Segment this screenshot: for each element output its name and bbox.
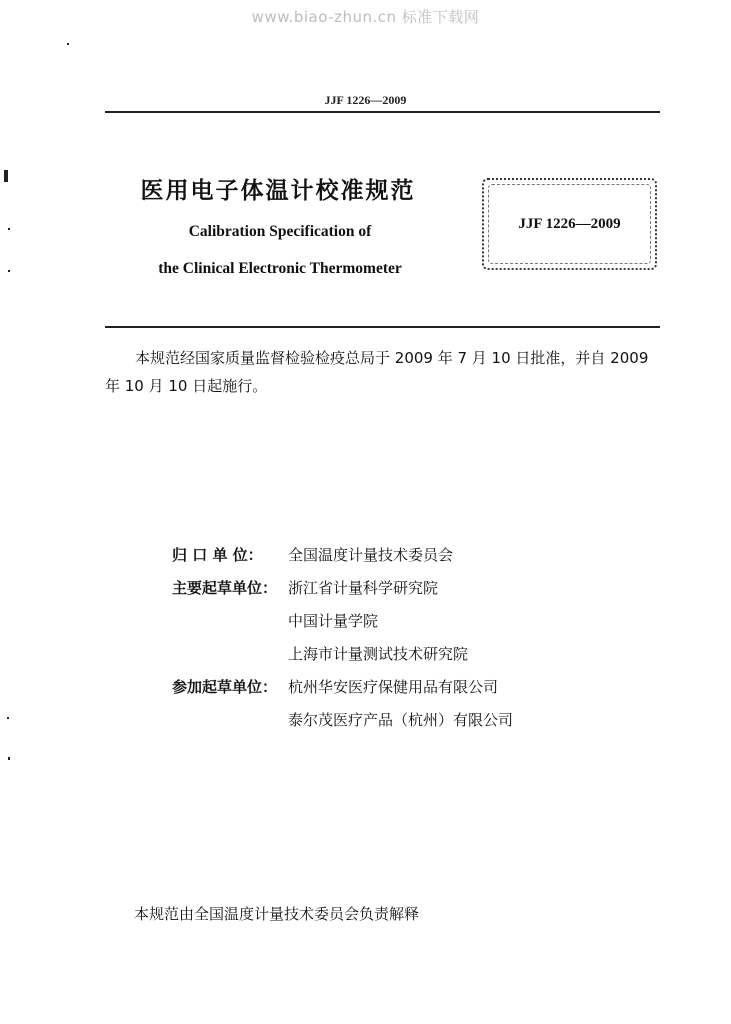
org-label-responsible: 归 口 单 位： <box>172 546 263 564</box>
footer-note: 本规范由全国温度计量技术委员会负责解释 <box>134 905 420 923</box>
org-row <box>172 670 513 703</box>
org-row <box>172 538 513 571</box>
title-chinese: 医用电子体温计校准规范 <box>140 178 416 204</box>
org-label-main-drafters: 主要起草单位： <box>172 579 278 597</box>
scan-speck <box>7 717 9 719</box>
header-code: JJF 1226—2009 <box>324 93 407 107</box>
org-value: 全国温度计量技术委员会 <box>288 546 454 564</box>
org-row <box>172 637 513 670</box>
org-row <box>172 703 513 736</box>
title-rule <box>105 326 660 328</box>
title-english-line2: the Clinical Electronic Thermometer <box>158 260 402 277</box>
org-value: 泰尔茂医疗产品（杭州）有限公司 <box>288 711 514 729</box>
org-row <box>172 571 513 604</box>
header-rule <box>105 111 660 113</box>
code-box-text: JJF 1226—2009 <box>518 215 621 232</box>
watermark: www.biao-zhun.cn 标准下载网 <box>251 8 480 26</box>
approval-text: 本规范经国家质量监督检验检疫总局于 2009 年 7 月 10 日批准，并自 2009 年 10 月 10 日起施行。 <box>105 349 649 395</box>
org-value: 中国计量学院 <box>288 612 379 630</box>
org-row <box>172 604 513 637</box>
scan-speck <box>8 228 10 230</box>
scan-speck <box>4 170 8 182</box>
org-label-participating-drafters: 参加起草单位： <box>172 678 278 696</box>
scan-speck <box>8 757 10 760</box>
organizations-table <box>172 538 513 736</box>
org-value: 上海市计量测试技术研究院 <box>288 645 469 663</box>
title-english-line1: Calibration Specification of <box>188 223 372 240</box>
org-value: 浙江省计量科学研究院 <box>288 579 439 597</box>
org-value: 杭州华安医疗保健用品有限公司 <box>288 678 499 696</box>
code-box <box>482 178 657 270</box>
scan-speck <box>8 270 10 272</box>
scan-speck <box>67 43 69 45</box>
